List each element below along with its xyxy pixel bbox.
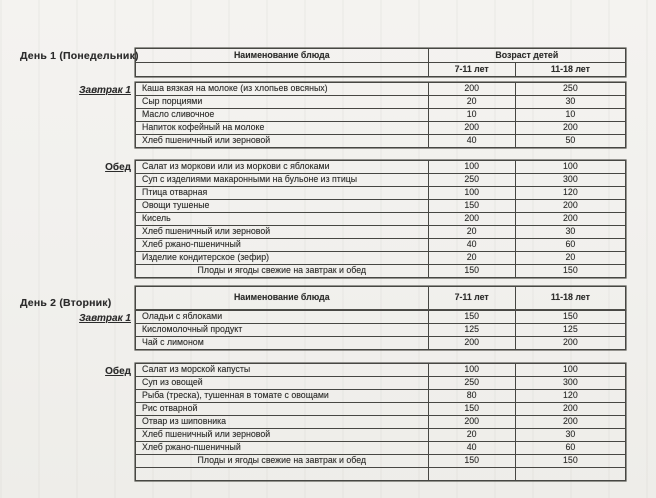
dish-row — [136, 174, 626, 187]
portion-7-11-cell: 150 — [428, 265, 515, 278]
dish-row — [136, 337, 626, 350]
portion-7-11-cell: 200 — [428, 122, 515, 135]
dish-row — [136, 226, 626, 239]
dish-name-cell: Чай с лимоном — [136, 337, 429, 350]
dish-name-cell: Рыба (треска), тушенная в томате с овощами — [136, 390, 429, 403]
dish-row — [136, 377, 626, 390]
portion-11-18-cell: 300 — [515, 174, 625, 187]
portion-7-11-cell: 100 — [428, 161, 515, 174]
portion-7-11-cell: 200 — [428, 83, 515, 96]
portion-7-11-cell: 20 — [428, 96, 515, 109]
dish-name-cell: Кисель — [136, 213, 429, 226]
meal-label: Обед — [105, 162, 131, 173]
dish-name-cell: Каша вязкая на молоке (из хлопьев овсяных) — [136, 83, 429, 96]
dish-row — [136, 364, 626, 377]
portion-11-18-cell: 200 — [515, 213, 625, 226]
age-7-11-header: 7-11 лет — [428, 287, 515, 310]
meal-menu-table — [135, 310, 626, 350]
portion-7-11-cell: 20 — [428, 429, 515, 442]
dish-name-cell: Отвар из шиповника — [136, 416, 429, 429]
portion-7-11-cell: 250 — [428, 377, 515, 390]
portion-7-11-cell: 200 — [428, 213, 515, 226]
dish-name-cell: Хлеб пшеничный или зерновой — [136, 226, 429, 239]
dish-row — [136, 252, 626, 265]
dish-name-cell: Рис отварной — [136, 403, 429, 416]
portion-11-18-cell: 30 — [515, 226, 625, 239]
portion-11-18-cell: 150 — [515, 455, 625, 468]
portion-7-11-cell: 125 — [428, 324, 515, 337]
portion-11-18-cell: 20 — [515, 252, 625, 265]
header-row — [136, 49, 626, 63]
dish-name-cell: Хлеб пшеничный или зерновой — [136, 429, 429, 442]
empty-header-cell — [136, 63, 429, 77]
dish-row — [136, 109, 626, 122]
dish-row — [136, 135, 626, 148]
dish-row — [136, 200, 626, 213]
meal-label: Завтрак 1 — [79, 313, 131, 324]
meal-label: Завтрак 1 — [79, 85, 131, 96]
portion-11-18-cell: 250 — [515, 83, 625, 96]
day-1-header-table — [135, 48, 626, 77]
dish-name-cell: Овощи тушеные — [136, 200, 429, 213]
dish-name-cell: Масло сливочное — [136, 109, 429, 122]
dish-row — [136, 455, 626, 468]
portion-11-18-cell: 120 — [515, 390, 625, 403]
dish-name-cell: Салат из моркови или из моркови с яблоками — [136, 161, 429, 174]
portion-7-11-cell: 80 — [428, 390, 515, 403]
portion-7-11-cell: 40 — [428, 239, 515, 252]
portion-7-11-cell: 200 — [428, 416, 515, 429]
dish-name-cell: Плоды и ягоды свежие на завтрак и обед — [136, 455, 429, 468]
portion-11-18-cell — [515, 468, 625, 481]
dish-row — [136, 468, 626, 481]
dish-row — [136, 416, 626, 429]
portion-11-18-cell: 150 — [515, 311, 625, 324]
portion-7-11-cell: 100 — [428, 187, 515, 200]
dish-name-cell: Хлеб ржано-пшеничный — [136, 442, 429, 455]
portion-11-18-cell: 30 — [515, 96, 625, 109]
dish-row — [136, 311, 626, 324]
portion-11-18-cell: 30 — [515, 429, 625, 442]
portion-11-18-cell: 100 — [515, 161, 625, 174]
dish-name-cell — [136, 468, 429, 481]
portion-11-18-cell: 200 — [515, 416, 625, 429]
portion-7-11-cell: 40 — [428, 442, 515, 455]
dish-name-cell: Птица отварная — [136, 187, 429, 200]
portion-11-18-cell: 200 — [515, 403, 625, 416]
dish-name-cell: Изделие кондитерское (зефир) — [136, 252, 429, 265]
portion-7-11-cell: 150 — [428, 403, 515, 416]
portion-11-18-cell: 10 — [515, 109, 625, 122]
portion-11-18-cell: 125 — [515, 324, 625, 337]
age-11-18-header: 11-18 лет — [515, 63, 625, 77]
portion-7-11-cell: 150 — [428, 311, 515, 324]
portion-7-11-cell: 150 — [428, 200, 515, 213]
portion-7-11-cell: 10 — [428, 109, 515, 122]
dish-row — [136, 187, 626, 200]
dish-row — [136, 429, 626, 442]
header-row — [136, 287, 626, 310]
portion-7-11-cell: 20 — [428, 252, 515, 265]
dish-name-cell: Напиток кофейный на молоке — [136, 122, 429, 135]
meal-label: Обед — [105, 366, 131, 377]
age-7-11-header: 7-11 лет — [428, 63, 515, 77]
dish-row — [136, 239, 626, 252]
dish-row — [136, 161, 626, 174]
dish-row — [136, 122, 626, 135]
dish-name-cell: Хлеб пшеничный или зерновой — [136, 135, 429, 148]
dish-name-cell: Салат из морской капусты — [136, 364, 429, 377]
meal-menu-table — [135, 160, 626, 278]
portion-11-18-cell: 150 — [515, 265, 625, 278]
dish-name-cell: Сыр порциями — [136, 96, 429, 109]
dish-row — [136, 96, 626, 109]
portion-7-11-cell — [428, 468, 515, 481]
dish-name-column-header: Наименование блюда — [136, 287, 429, 310]
day-1-label: День 1 (Понедельник) — [20, 50, 139, 62]
dish-row — [136, 83, 626, 96]
portion-11-18-cell: 200 — [515, 337, 625, 350]
dish-row — [136, 265, 626, 278]
dish-name-cell: Хлеб ржано-пшеничный — [136, 239, 429, 252]
dish-name-column-header: Наименование блюда — [136, 49, 429, 63]
portion-11-18-cell: 50 — [515, 135, 625, 148]
meal-menu-table — [135, 363, 626, 481]
age-11-18-header: 11-18 лет — [515, 287, 625, 310]
header-row — [136, 63, 626, 77]
portion-7-11-cell: 200 — [428, 337, 515, 350]
dish-name-cell: Суп из овощей — [136, 377, 429, 390]
portion-7-11-cell: 40 — [428, 135, 515, 148]
portion-11-18-cell: 200 — [515, 122, 625, 135]
portion-7-11-cell: 250 — [428, 174, 515, 187]
portion-11-18-cell: 60 — [515, 239, 625, 252]
dish-name-cell: Оладьи с яблоками — [136, 311, 429, 324]
dish-name-cell: Плоды и ягоды свежие на завтрак и обед — [136, 265, 429, 278]
portion-7-11-cell: 150 — [428, 455, 515, 468]
age-group-header: Возраст детей — [428, 49, 625, 63]
meal-menu-table — [135, 82, 626, 148]
dish-row — [136, 390, 626, 403]
portion-11-18-cell: 120 — [515, 187, 625, 200]
day-2-label: День 2 (Вторник) — [20, 297, 112, 309]
portion-7-11-cell: 100 — [428, 364, 515, 377]
portion-7-11-cell: 20 — [428, 226, 515, 239]
dish-name-cell: Кисломолочный продукт — [136, 324, 429, 337]
dish-row — [136, 213, 626, 226]
portion-11-18-cell: 200 — [515, 200, 625, 213]
portion-11-18-cell: 60 — [515, 442, 625, 455]
portion-11-18-cell: 300 — [515, 377, 625, 390]
day-2-header-table — [135, 286, 626, 310]
dish-row — [136, 324, 626, 337]
dish-name-cell: Суп с изделиями макаронными на бульоне из птицы — [136, 174, 429, 187]
portion-11-18-cell: 100 — [515, 364, 625, 377]
dish-row — [136, 442, 626, 455]
dish-row — [136, 403, 626, 416]
